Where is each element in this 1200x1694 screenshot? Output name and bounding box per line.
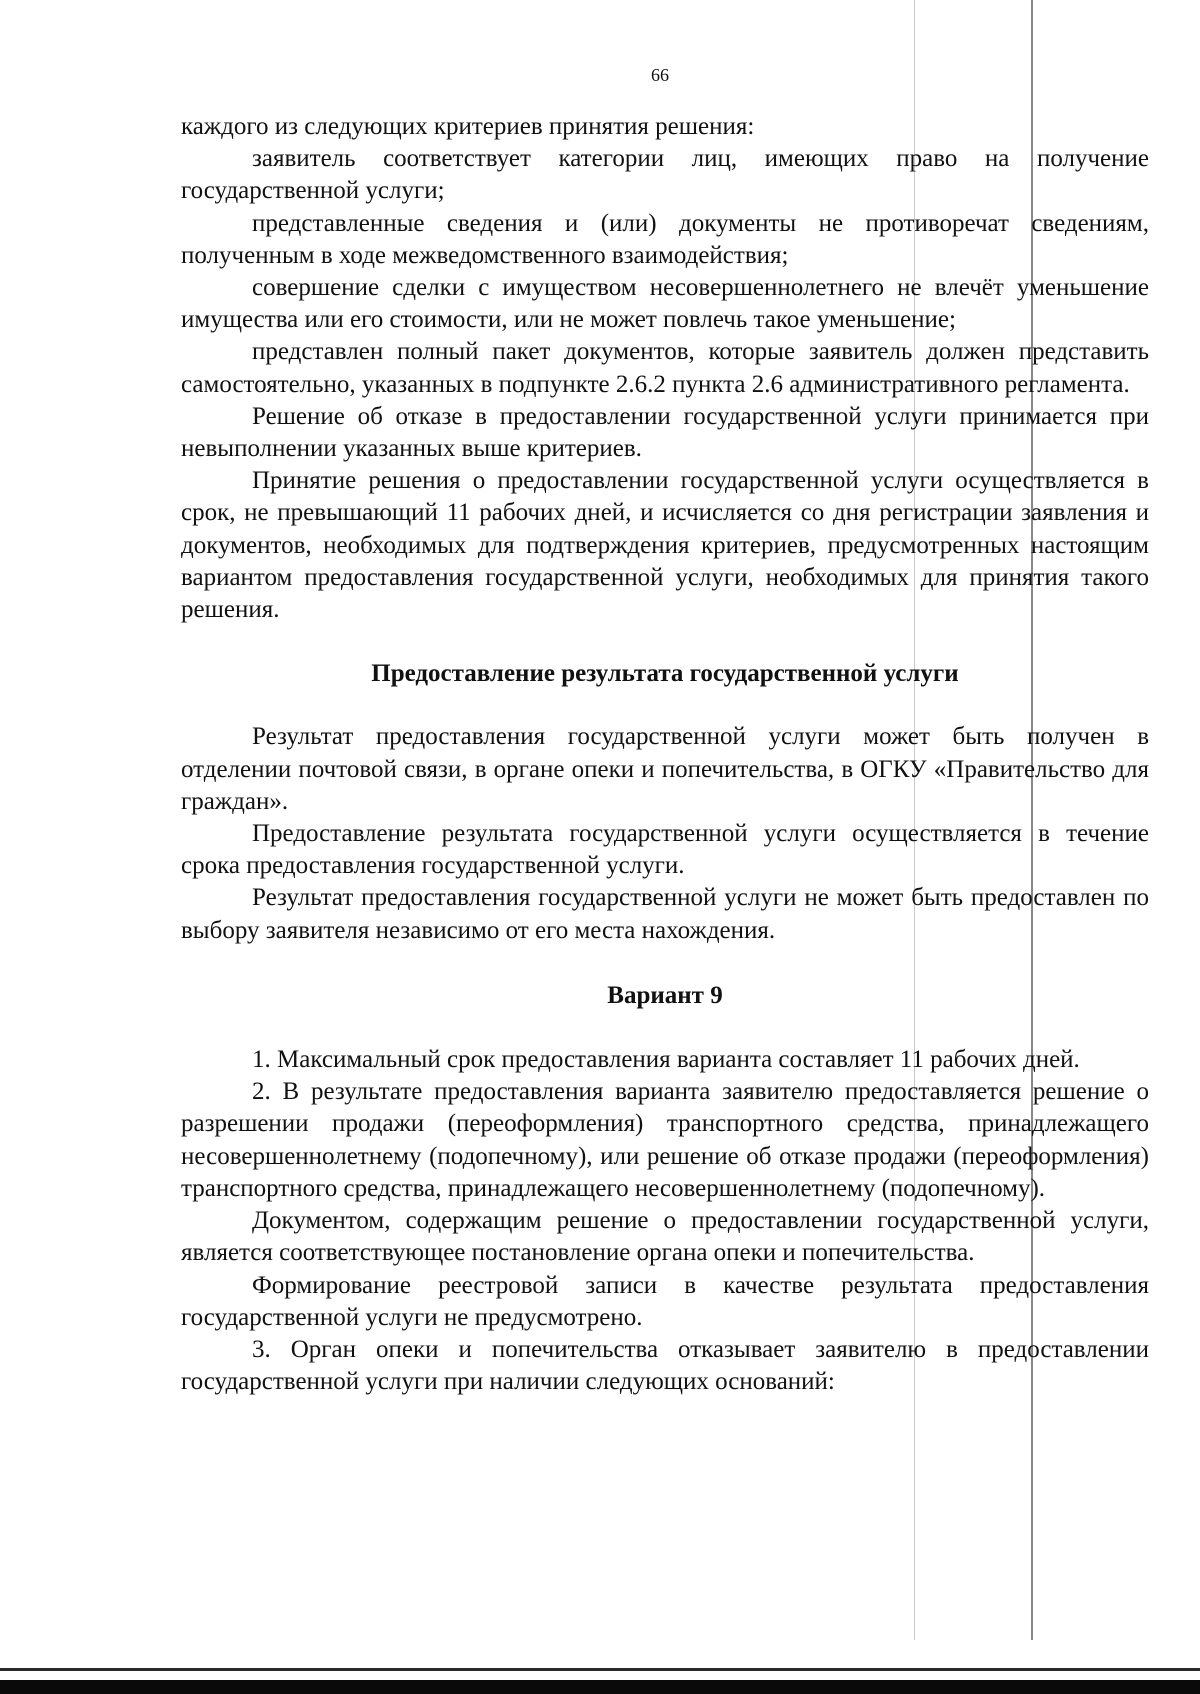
paragraph: заявитель соответствует категории лиц, имеющих право на получение государственной услуги;: [181, 145, 1149, 205]
paragraph: Формирование реестровой записи в качестве результата предоставления государственной услуги не предусмотрено.: [181, 1271, 1149, 1331]
page-number: 66: [651, 65, 669, 85]
paragraph: каждого из следующих критериев принятия решения:: [181, 113, 755, 140]
paragraph: совершение сделки с имуществом несовершеннолетнего не влечёт уменьшение имущества или его стоимости, или не может повлечь такое уменьшение;: [181, 274, 1149, 334]
paragraph: представленные сведения и (или) документы не противоречат сведениям, полученным в ходе межведомственного взаимодействия;: [181, 209, 1149, 269]
scan-border: [0, 1680, 1200, 1694]
document-body: [181, 111, 1149, 1398]
paragraph: Принятие решения о предоставлении государственной услуги осуществляется в срок, не превышающий 11 рабочих дней, и исчисляется со дня регистрации заявления и документов, необходимых для подтверждения критериев, предусмотренных настоящим вариантом предоставления государственной услуги, необходимых для принятия такого решения.: [181, 467, 1149, 624]
paragraph: Предоставление результата государственной услуги осуществляется в течение срока предоставления государственной услуги.: [181, 820, 1149, 880]
paragraph: Решение об отказе в предоставлении государственной услуги принимается при невыполнении указанных выше критериев.: [181, 402, 1149, 463]
paragraph: 3. Орган опеки и попечительства отказывает заявителю в предоставлении государственной услуги при наличии следующих оснований:: [181, 1335, 1149, 1396]
paragraph: Результат предоставления государственной услуги не может быть предоставлен по выбору заявителя независимо от его места нахождения.: [181, 884, 1149, 944]
paragraph: Результат предоставления государственной услуги может быть получен в отделении почтовой связи, в органе опеки и попечительства, в ОГКУ «Правительство для граждан».: [181, 723, 1149, 815]
section-heading: Предоставление результата государственной услуги: [371, 660, 959, 688]
paragraph: Документом, содержащим решение о предоставлении государственной услуги, является соответствующее постановление органа опеки и попечительства.: [181, 1207, 1149, 1267]
section-heading: Вариант 9: [607, 981, 723, 1009]
paragraph: 2. В результате предоставления варианта заявителю предоставляется решение о разрешении продажи (переоформления) транспортного средства, принадлежащего несовершеннолетнему (подопечному), или решение об отказе продажи (переоформления) транспортного средства, принадлежащего несовершеннолетнему (подопечному).: [181, 1078, 1149, 1202]
paragraph: 1. Максимальный срок предоставления варианта составляет 11 рабочих дней.: [252, 1046, 1080, 1074]
paragraph: представлен полный пакет документов, которые заявитель должен представить самостоятельно, указанных в подпункте 2.6.2 пункта 2.6 административного регламента.: [181, 338, 1149, 398]
